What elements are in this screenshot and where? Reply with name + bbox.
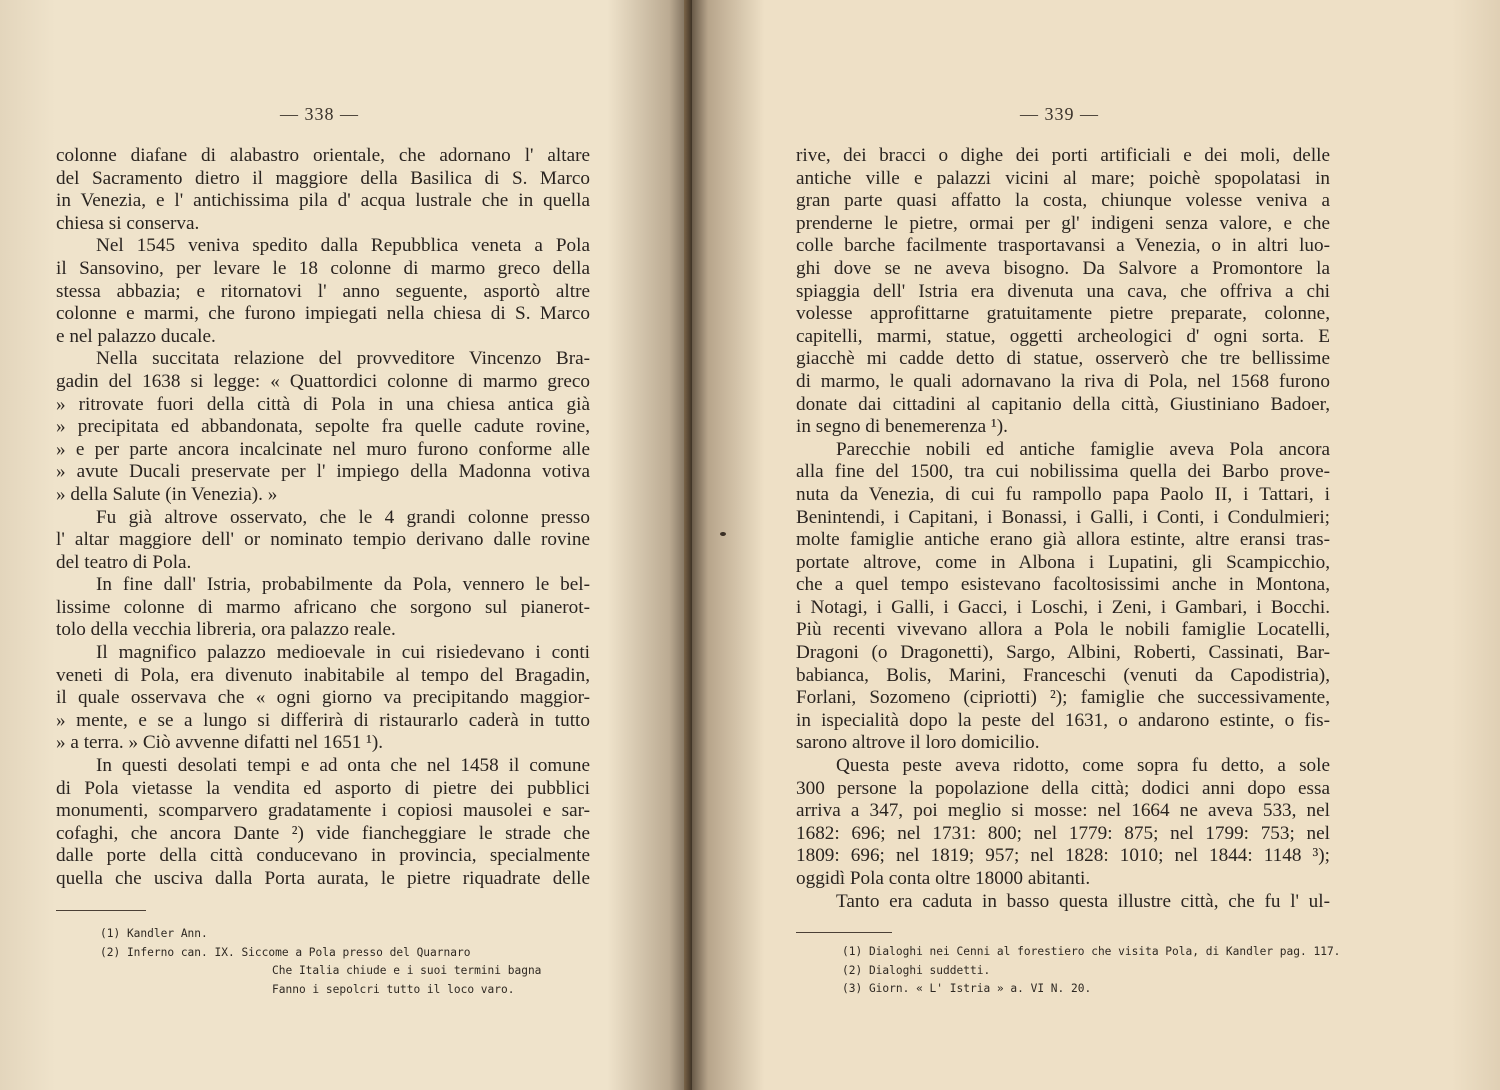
text-line: Dragoni (o Dragonetti), Sargo, Albini, Roberti, Cassinati, Bar- [796,642,1330,664]
text-line: » mente, e se a lungo si differirà di ristaurarlo caderà in tutto [56,709,590,731]
text-line: ghi dove se ne aveva bisogno. Da Salvore a Promontore la [796,257,1330,279]
right-body-text [796,145,1330,913]
text-line: Il magnifico palazzo medioevale in cui risiedevano i conti [96,642,590,664]
text-line: monumenti, scomparvero gradatamente i copiosi mausolei e sar- [56,800,590,822]
footnote: (1) Kandler Ann. [100,927,208,940]
text-line: di marmo, le quali adornavano la riva di Pola, nel 1568 furono [796,370,1330,392]
text-line: molte famiglie antiche erano già allora estinte, altre eransi tras- [796,529,1330,551]
text-line: » avute Ducali preservate per l' impiego della Madonna votiva [56,461,590,483]
text-line: colonne diafane di alabastro orientale, che adornano l' altare [56,145,590,166]
text-line: » a terra. » Ciò avvenne difatti nel 1651 ¹). [56,732,384,754]
text-line: Nel 1545 veniva spedito dalla Repubblica veneta a Pola [96,235,590,257]
text-line: Parecchie nobili ed antiche famiglie aveva Pola ancora [836,438,1330,460]
text-line: donate dai cittadini al capitanio della città, Giustiniano Badoer, [796,393,1330,415]
text-line: 300 persone la popolazione della città; dodici anni dopo essa [796,777,1330,799]
text-line: Fu già altrove osservato, che le 4 grandi colonne presso [96,506,590,528]
text-line: portate altrove, come in Albona i Lupatini, gli Scampicchio, [796,551,1330,573]
footnote-rule [56,910,146,911]
text-line: volesse approfittarne gratuitamente pietre preparate, colonne, [796,303,1330,325]
text-line: 1682: 696; nel 1731: 800; nel 1779: 875; nel 1799: 753; nel [796,822,1330,844]
text-line: stessa abbazia; e ritornatovi l' anno seguente, asportò altre [56,280,590,302]
text-line: In fine dall' Istria, probabilmente da Pola, vennero le bel- [96,574,590,596]
text-line: nuta da Venezia, di cui fu rampollo papa Paolo II, i Tattari, i [796,483,1330,505]
footnote-verse: Che Italia chiude e i suoi termini bagna [272,964,542,977]
footnote: (2) Dialoghi suddetti. [842,963,991,977]
right-page [692,0,1500,1090]
text-line: In questi desolati tempi e ad onta che nel 1458 il comune [96,755,590,777]
page-number: — 338 — [280,104,359,124]
text-line: il Sansovino, per levare le 18 colonne di marmo greco della [56,257,590,279]
text-line: del teatro di Pola. [56,551,192,573]
text-line: che a quel tempo esistevano facoltosissimi anche in Montona, [796,574,1330,596]
text-line: » e per parte ancora incalcinate nel muro furono conforme alle [56,438,590,460]
text-line: gadin del 1638 si legge: « Quattordici colonne di marmo greco [56,370,590,392]
text-line: cofaghi, che ancora Dante ²) vide fiancheggiare le strade che [56,822,590,844]
text-line: » ritrovate fuori della città di Pola in una chiesa antica già [56,393,590,415]
text-line: sarono altrove il loro domicilio. [796,732,1040,754]
text-line: colle barche facilmente trasportavansi a Venezia, o in altri luo- [796,235,1330,257]
right-footnotes [842,943,1340,999]
text-line: quella che usciva dalla Porta aurata, le pietre riquadrate delle [56,868,590,889]
text-line: 1809: 696; nel 1819; 957; nel 1828: 1010; nel 1844: 1148 ³); [796,845,1330,867]
text-line: spiaggia dell' Istria era divenuta una cava, che offriva a chi [796,280,1330,302]
text-line: il quale osservava che « ogni giorno va precipitando maggior- [56,687,590,709]
text-line: Forlani, Sozomeno (cipriotti) ²); famiglie che successivamente, [796,687,1330,709]
text-line: alla fine del 1500, tra cui nobilissima quella dei Barbo prove- [796,461,1330,483]
footnote-verse: Fanno i sepolcri tutto il loco varo. [272,982,515,996]
text-line: e nel palazzo ducale. [56,325,216,347]
text-line: prenderne le pietre, ormai per gl' indigeni senza valore, e che [796,212,1330,234]
left-footnotes [100,925,541,999]
text-line: lissime colonne di marmo africano che sorgono sul pianerot- [56,596,590,618]
text-line: arriva a 347, poi meglio si mosse: nel 1664 ne aveva 533, nel [796,800,1330,822]
text-line: Questa peste aveva ridotto, come sopra fu detto, a sole [836,755,1330,777]
page-number: — 339 — [1020,104,1099,124]
left-page [0,0,690,1090]
text-line: giacchè mi cadde detto di statue, osserverò che tre bellissime [796,348,1330,370]
text-line: rive, dei bracci o dighe dei porti artificiali e dei moli, delle [796,145,1330,166]
text-line: in ispecialità dopo la peste del 1631, o andarono estinte, o fis- [796,709,1330,731]
text-line: Più recenti vivevano allora a Pola le nobili famiglie Locatelli, [796,619,1330,641]
text-line: i Notagi, i Galli, i Gacci, i Loschi, i Zeni, i Gambari, i Bocchi. [796,596,1330,618]
text-line: Nella succitata relazione del provveditore Vincenzo Bra- [96,348,590,370]
text-line: » precipitata ed abbandonata, sepolte fra quelle cadute rovine, [56,416,590,438]
ink-speck [720,532,726,536]
footnote-rule [796,932,892,933]
text-line: gran parte quasi affatto la costa, chiunque volesse veniva a [796,190,1330,212]
text-line: tolo della vecchia libreria, ora palazzo reale. [56,619,396,641]
text-line: » della Salute (in Venezia). » [56,483,278,505]
text-line: oggidì Pola conta oltre 18000 abitanti. [796,868,1091,889]
text-line: l' altar maggiore dell' or nominato tempio derivano dalle rovine [56,529,590,551]
text-line: in Venezia, e l' antichissima pila d' acqua lustrale che in quella [56,190,590,212]
text-line: di Pola vietasse la vendita ed asporto di pietre dei pubblici [56,777,590,799]
footnote: (1) Dialoghi nei Cenni al forestiero che visita Pola, di Kandler pag. 117. [842,945,1341,958]
text-line: Tanto era caduta in basso questa illustre città, che fu l' ul- [836,890,1330,912]
footnote: (2) Inferno can. IX. Siccome a Pola presso del Quarnaro [100,945,471,959]
text-line: chiesa si conserva. [56,212,200,234]
text-line: Benintendi, i Capitani, i Bonassi, i Galli, i Conti, i Condulmieri; [796,506,1330,528]
left-body-text [56,145,590,891]
text-line: babianca, Bolis, Marini, Franceschi (venuti da Capodistria), [796,664,1330,686]
footnote: (3) Giorn. « L' Istria » a. VI N. 20. [842,982,1092,995]
text-line: colonne e marmi, che furono impiegati nella chiesa di S. Marco [56,303,590,325]
text-line: antiche ville e palazzi vicini al mare; poichè spopolatasi in [796,167,1330,189]
text-line: del Sacramento dietro il maggiore della Basilica di S. Marco [56,167,590,189]
text-line: in segno di benemerenza ¹). [796,416,1008,438]
text-line: capitelli, marmi, statue, oggetti archeologici d' ogni sorta. E [796,325,1330,347]
text-line: dalle porte della città conducevano in provincia, specialmente [56,845,590,867]
text-line: veneti di Pola, era divenuto inabitabile al tempo del Bragadin, [56,664,590,686]
